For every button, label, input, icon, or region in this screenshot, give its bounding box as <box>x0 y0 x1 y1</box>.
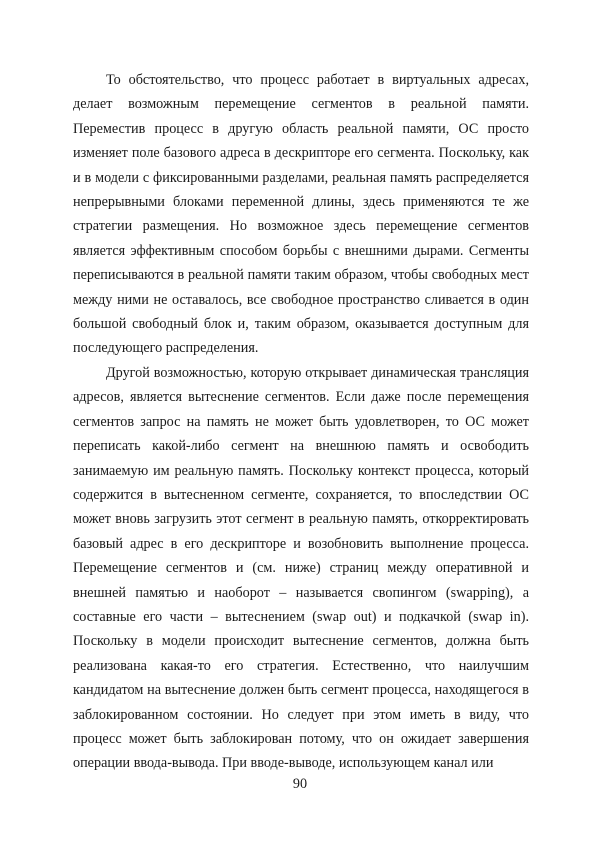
page-number: 90 <box>292 776 308 792</box>
body-text <box>73 68 529 776</box>
paragraph-1: То обстоятельство, что процесс работает в виртуальных адресах, делает возможным перемещение сегментов в реальной памяти. Переместив процесс в другую область реальной памяти, ОС просто изменяет поле базового адреса в дескрипторе его сегмента. Поскольку, как и в модели с фиксированными разделами, реальная память распределяется непрерывными блоками переменной длины, здесь применяются те же стратегии размещения. Но возможное здесь перемещение сегментов является эффективным способом борьбы с внешними дырами. Сегменты переписываются в реальной памяти таким образом, чтобы свободных мест между ними не оставалось, все свободное пространство сливается в один большой свободный блок и, таким образом, оказывается доступным для последующего распределения. <box>73 72 529 357</box>
paragraph-2: Другой возможностью, которую открывает динамическая трансляция адресов, является вытеснение сегментов. Если даже после перемещения сегментов запрос на память не может быть удовлетворен, то ОС может переписать какой-либо сегмент на внешнюю память и освободить занимаемую им реальную память. Поскольку контекст процесса, который содержится в вытесненном сегменте, сохраняется, то впоследствии ОС может вновь загрузить этот сегмент в реальную память, откорректировать базовый адрес в его дескрипторе и возобновить выполнение процесса. Перемещение сегментов и (см. ниже) страниц между оперативной и внешней памятью и наоборот – называется свопингом (swapping), а составные его части – вытеснением (swap out) и подкачкой (swap in). Поскольку в модели происходит вытеснение сегментов, должна быть реализована какая-то его стратегия. Естественно, что наилучшим кандидатом на вытеснение должен быть сегмент процесса, находящегося в заблокированном состоянии. Но следует при этом иметь в виду, что процесс может быть заблокирован потому, что он ожидает завершения операции ввода-вывода. При вводе-выводе, использующем канал или <box>73 364 529 772</box>
